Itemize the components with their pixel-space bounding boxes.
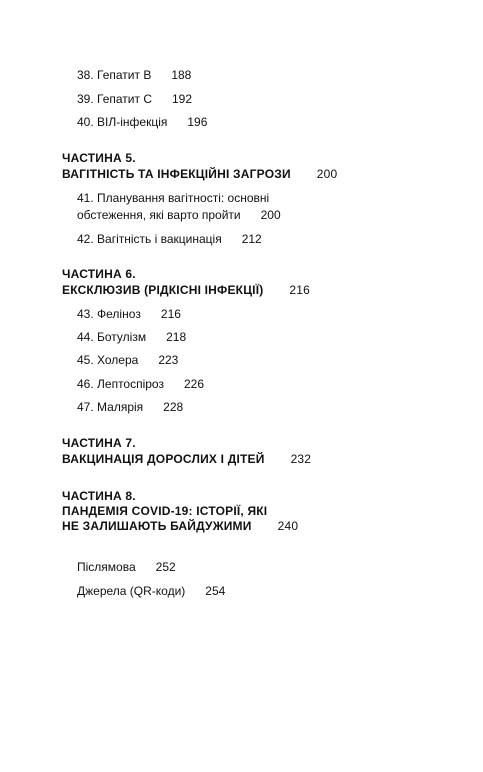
entry-title: 40. ВІЛ-інфекція [77,115,168,129]
toc-entry [77,92,192,107]
part-title-text: ЕКСКЛЮЗИВ (РІДКІСНІ ІНФЕКЦІЇ) [62,283,264,297]
entry-title: Післямова [77,560,136,574]
part-title [62,167,337,182]
entry-page: 254 [205,584,226,598]
entry-page: 223 [158,353,179,367]
part-title-text: НЕ ЗАЛИШАЮТЬ БАЙДУЖИМИ [62,519,252,533]
entry-page: 196 [187,115,208,129]
part-page: 240 [277,519,299,533]
entry-title: 45. Холера [77,353,139,367]
entry-title: 42. Вагітність і вакцинація [77,232,222,246]
part-label: ЧАСТИНА 7. [62,436,136,450]
toc-entry-line1: 41. Планування вагітності: основні [77,191,270,205]
part-label: ЧАСТИНА 5. [62,151,136,165]
toc-entry-line2 [77,208,281,223]
part-title [62,452,311,467]
toc-entry [77,400,183,415]
part-title-text: ВАГІТНІСТЬ ТА ІНФЕКЦІЙНІ ЗАГРОЗИ [62,167,291,181]
toc-entry [77,68,191,83]
entry-page: 212 [241,232,262,246]
entry-title: Джерела (QR-коди) [77,584,186,598]
entry-page: 192 [172,92,193,106]
entry-title: 39. Гепатит С [77,92,152,106]
part-page: 200 [316,167,338,181]
toc-entry [77,584,225,599]
entry-title: 47. Малярія [77,400,144,414]
part-title-text: ВАКЦИНАЦІЯ ДОРОСЛИХ І ДІТЕЙ [62,452,265,466]
entry-title: 43. Фелінoз [77,307,141,321]
toc-entry [77,330,186,345]
toc-entry [77,115,207,130]
entry-page: 216 [160,307,181,321]
entry-title: 46. Лептоспіроз [77,377,164,391]
part-title [62,283,310,298]
entry-page: 188 [171,68,192,82]
part-title-line1: ПАНДЕМІЯ COVID-19: ІСТОРІЇ, ЯКІ [62,504,268,518]
entry-page: 226 [183,377,205,391]
entry-title: 38. Гепатит В [77,68,152,82]
entry-title: обстеження, які варто пройти [77,208,241,222]
part-page: 216 [289,283,311,297]
part-title-line2 [62,519,298,534]
entry-title: 44. Ботулізм [77,330,147,344]
part-label: ЧАСТИНА 6. [62,267,136,281]
toc-entry [77,232,262,247]
entry-page: 218 [166,330,187,344]
entry-page: 200 [260,208,281,222]
entry-page: 252 [155,560,176,574]
toc-entry [77,377,204,392]
toc-entry [77,353,178,368]
entry-page: 228 [163,400,184,414]
toc-entry [77,307,181,322]
part-page: 232 [290,452,312,466]
toc-entry [77,560,176,575]
part-label: ЧАСТИНА 8. [62,489,136,503]
